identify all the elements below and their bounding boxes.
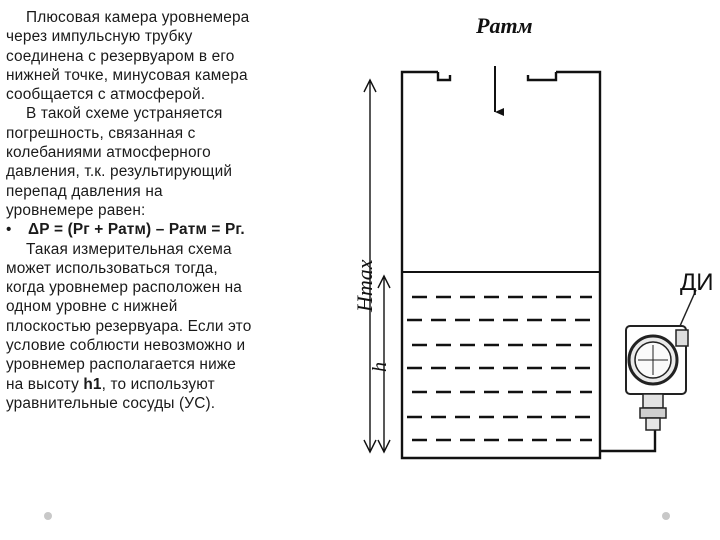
liquid-hatching [407,297,592,440]
paragraph-3-start: Такая измерительная схема может использоваться тогда, когда уровнемер расположен на одном уровне с нижней плоскостью резервуара. Если это условие соблюсти невозможно и уровнемер располагается ниже на высоту [6,240,252,393]
h1-label: h1 [83,375,102,393]
paragraph-3-end: , то используют уравнительные сосуды (УС). [6,375,216,412]
paragraph-2: В такой схеме устраняется погрешность, связанная с колебаниями атмосферного давления, т.к. результирующий перепад давления на уровнемере равен: [6,105,233,219]
tank-outline [402,72,600,458]
paragraph-1: Плюсовая камера уровнемера через импульсную трубку соединена с резервуаром в его нижней точке, минусовая камера сообщается с атмосферой. [6,9,250,104]
nav-dot-left[interactable] [44,512,52,520]
nav-dot-right[interactable] [662,512,670,520]
di-label: ДИ [680,269,714,296]
h-label: h [369,362,391,372]
pressure-gauge-icon [626,290,696,430]
hmax-label: Hmax [352,259,377,312]
p-atm-label: Pатм [476,13,533,38]
bullet-mark: • [6,221,12,239]
impulse-tube [600,430,655,451]
pressure-formula: ΔР = (Рг + Ратм) – Ратм = Рг. [28,221,245,239]
